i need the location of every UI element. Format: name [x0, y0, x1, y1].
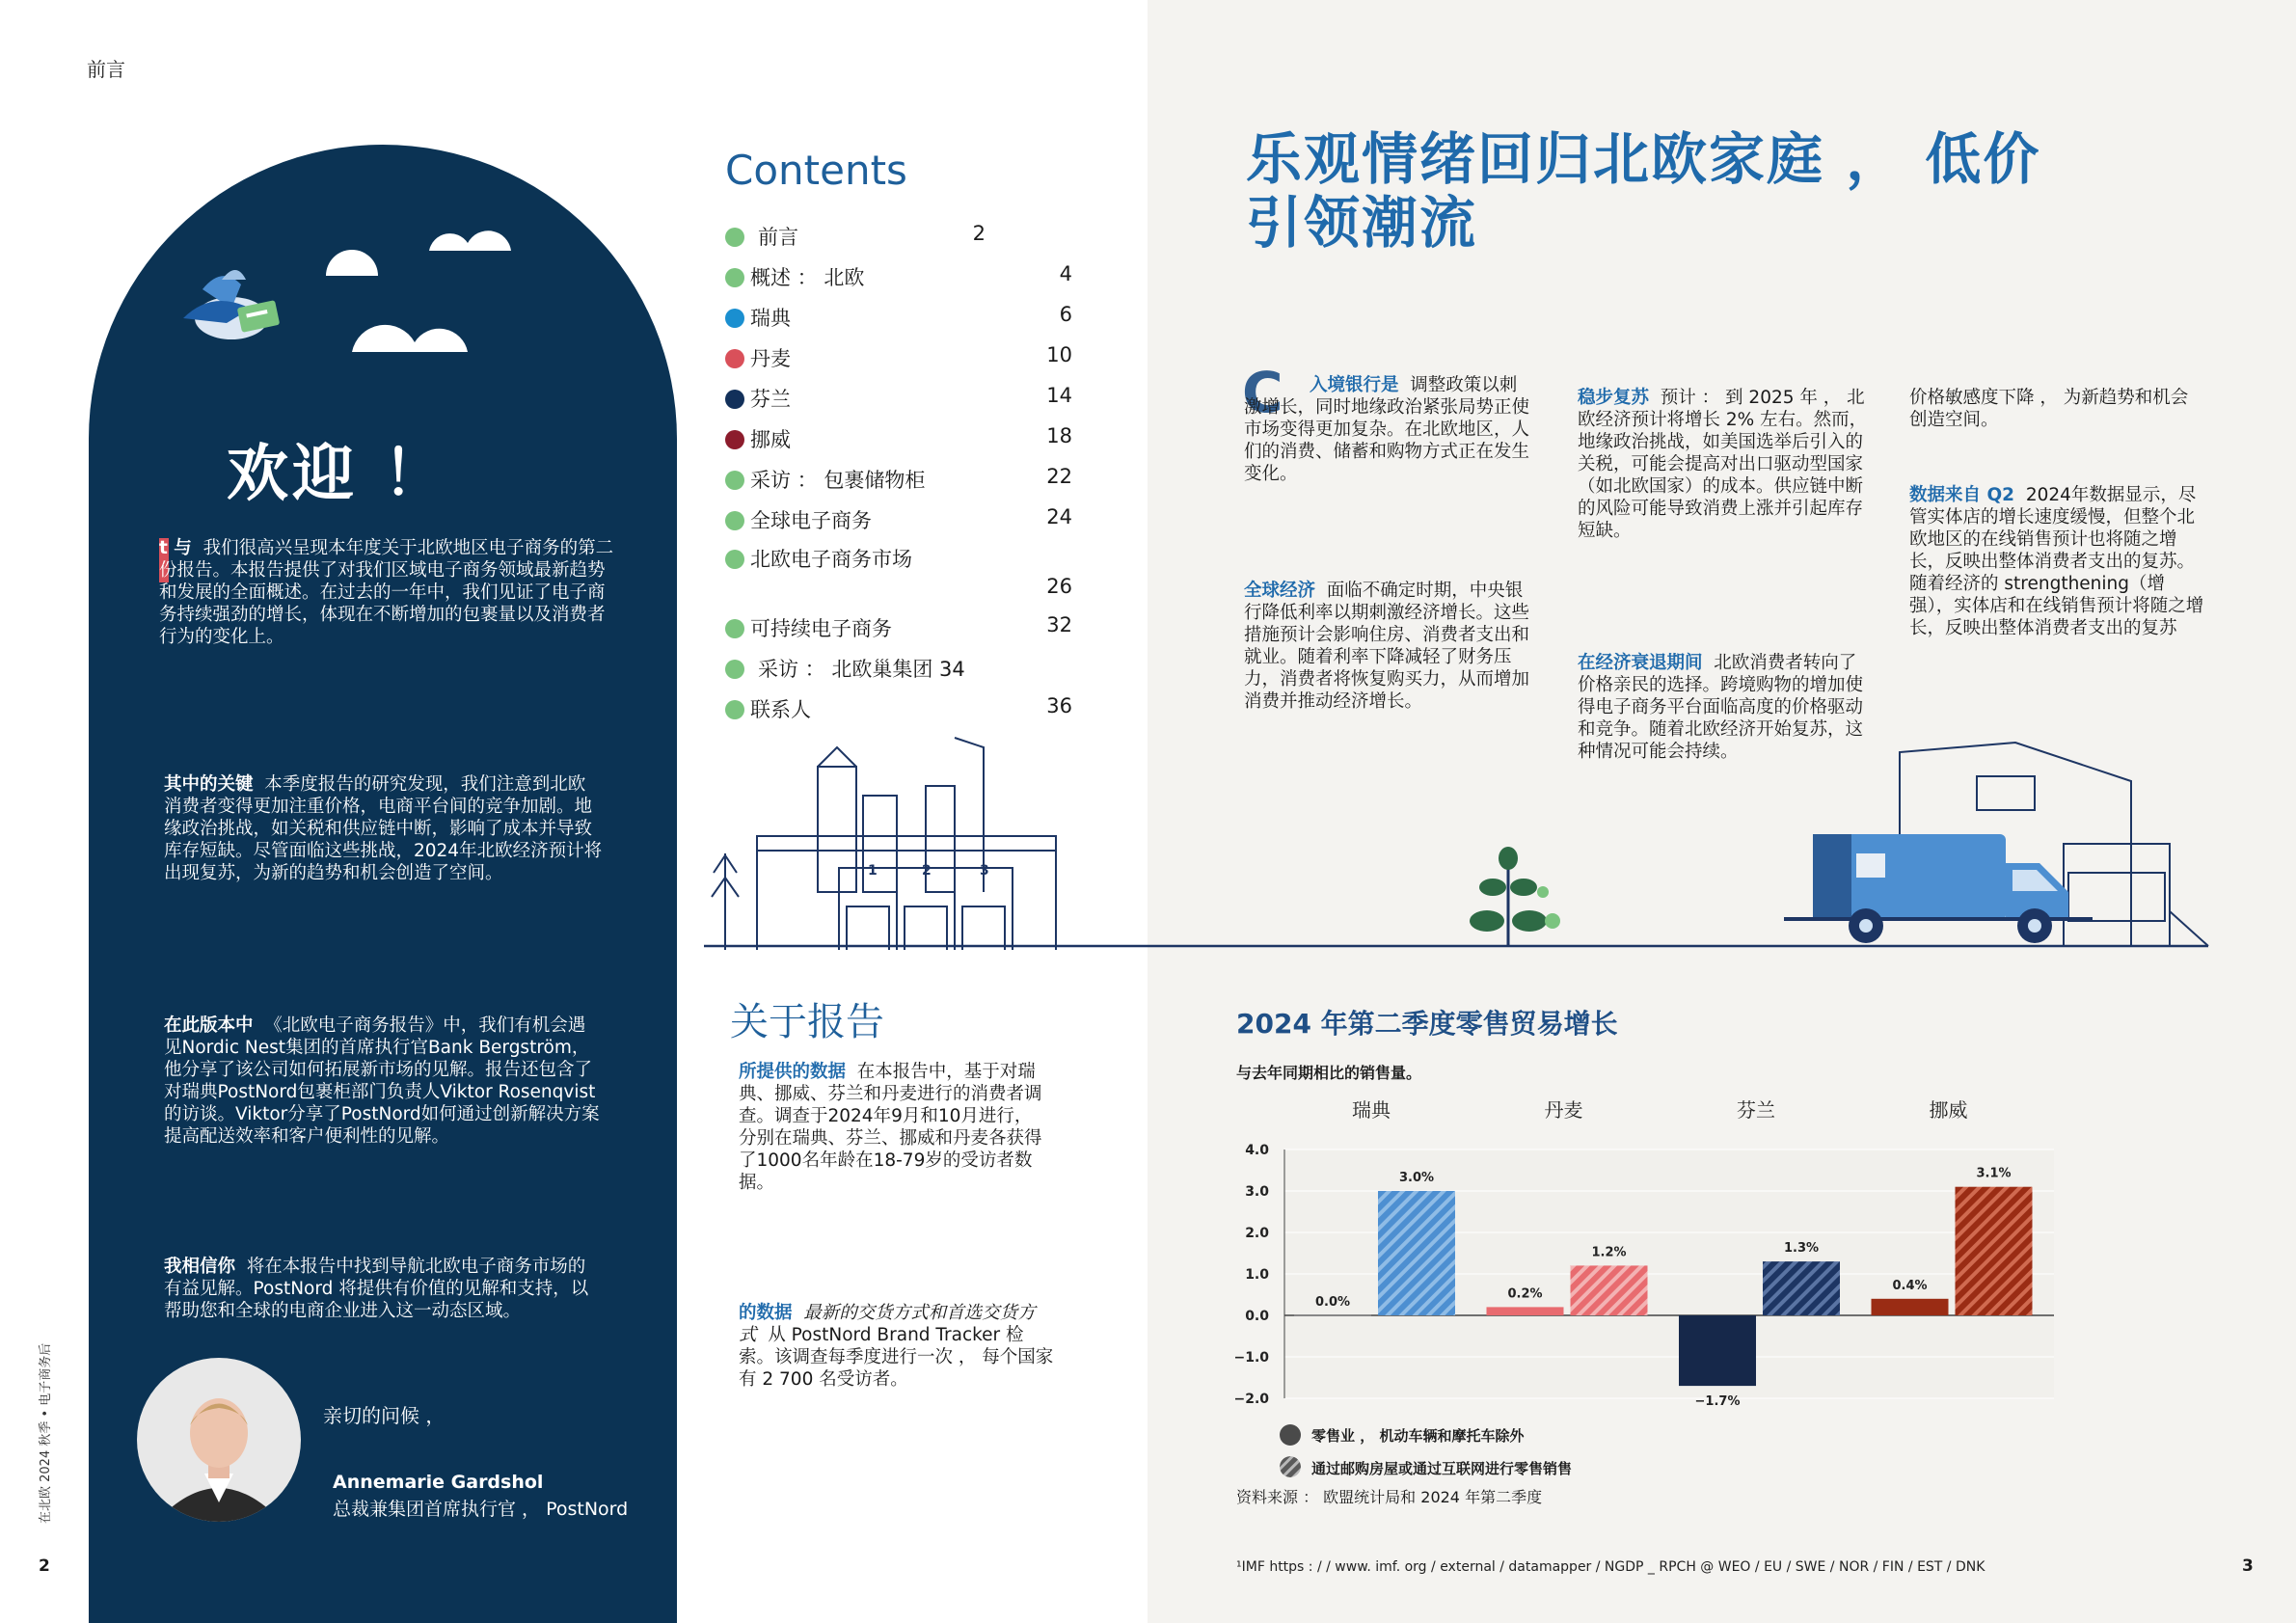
article-col3-p2: [1909, 484, 2208, 639]
locker-number: 3: [980, 863, 989, 879]
value-label: 0.4%: [1892, 1278, 1928, 1293]
delivery-truck-icon: [1784, 834, 2093, 943]
side-caption: 在北欧 2024 秋季 • 电子商务后: [39, 1342, 53, 1524]
toc-item[interactable]: [725, 262, 1072, 291]
intro-text: 我们很高兴呈现本年度关于北欧地区电子商务的第二份报告。本报告提供了对我们区域电子商务领域最新趋势和发展的全面概述。在过去的一年中，我们见证了电子商务持续强劲的增长，体现在不断增加的包裹量以及消费者行为的变化上。: [159, 538, 614, 647]
bar: [1378, 1191, 1455, 1315]
col3-strengthening: 随着经济的 strengthening（增强），: [1909, 574, 2166, 616]
side-caption-wrap: [35, 1331, 54, 1524]
toc-label: 概述 ： 北欧: [750, 266, 865, 289]
toc-item[interactable]: [725, 303, 1072, 332]
tree-icon: [712, 853, 739, 950]
intro-lead: t 与: [159, 538, 192, 558]
plant-icon: [1470, 847, 1560, 946]
toc-label: 芬兰: [750, 388, 791, 411]
bar: [1872, 1299, 1949, 1315]
toc-page: 26: [1046, 575, 1072, 598]
toc-item[interactable]: [725, 694, 1072, 723]
edition-lead: 在此版本中: [164, 1015, 254, 1036]
about-italic: 最新的交货方式和首选交货方式: [739, 1303, 1036, 1345]
believe-lead: 我相信你: [164, 1257, 236, 1277]
value-label: 0.0%: [1314, 1295, 1351, 1310]
category-label: 丹麦: [1544, 1098, 1583, 1122]
value-label: 1.3%: [1783, 1241, 1820, 1257]
col1-lead: 全球经济: [1244, 581, 1316, 601]
legend-label: 通过邮购房屋或通过互联网进行零售销售: [1311, 1460, 1573, 1477]
bar: [1571, 1265, 1648, 1315]
bar: [1763, 1261, 1840, 1315]
bar: [1679, 1315, 1756, 1386]
about-title: 关于报告: [730, 1000, 884, 1044]
toc-item[interactable]: [725, 505, 1072, 534]
toc-page: 32: [1046, 613, 1072, 636]
greeting: 亲切的问候 ，: [323, 1404, 446, 1427]
toc-page: 6: [1059, 303, 1072, 326]
y-tick-label: −2.0: [1233, 1392, 1269, 1407]
edition-paragraph: [164, 1014, 603, 1148]
about-lead: 的数据: [739, 1303, 793, 1323]
locker-number: 1: [868, 863, 878, 879]
toc-page: 10: [1046, 343, 1072, 366]
toc-page: 2: [972, 222, 986, 245]
toc-item[interactable]: [725, 424, 1072, 453]
legend-label: 零售业 ， 机动车辆和摩托车除外: [1311, 1427, 1525, 1445]
about-text: 从 PostNord Brand Tracker 检索。该调查每季度进行一次 ， 每个国家有 2 700 名受访者。: [739, 1325, 1054, 1390]
toc-dot-icon: [725, 268, 744, 287]
article-col3-p1: [1909, 387, 2199, 431]
about-text: 在本报告中，基于对瑞典、挪威、芬兰和丹麦进行的消费者调查。调查于2024年9月和10月进行，分别在瑞典、芬兰、挪威和丹麦各获得了1000名年龄在18-79岁的受访者数据。: [739, 1062, 1042, 1193]
toc-page: 18: [1046, 424, 1072, 447]
y-tick-label: −1.0: [1233, 1350, 1269, 1366]
chart-source: 资料来源 ： 欧盟统计局和 2024 年第二季度: [1236, 1488, 1543, 1506]
toc-dot-icon: [725, 430, 744, 449]
toc-dot-icon: [725, 550, 744, 569]
article-col1-p1: [1244, 374, 1533, 485]
about-lead: 所提供的数据: [739, 1062, 847, 1082]
headline: [1246, 127, 2040, 255]
value-label: −1.7%: [1694, 1394, 1741, 1410]
col2-text: 北欧消费者转向了价格亲民的选择。跨境购物的增加使得电子商务平台面临高度的价格驱动和竞争。随着北欧经济开始复苏，这种情况可能会持续。: [1578, 653, 1864, 762]
city-delivery-illustration: [704, 728, 2218, 950]
cloud-icon: [326, 250, 378, 276]
col3-text: 价格敏感度下降 ， 为新趋势和机会创造空间。: [1909, 388, 2189, 430]
col2-lead: 稳步复苏: [1578, 388, 1650, 408]
col2-text: 预计 ： 到 2025 年 ， 北欧经济预计将增长 2% 左右。然而，地缘政治挑战，如美国选举后引入的关税，可能会提高对出口驱动型国家（如北欧国家）的成本。供应链中断的风险可能导致消费上涨并引起库存短缺。: [1578, 388, 1868, 541]
key-paragraph: [164, 773, 603, 884]
toc-item[interactable]: [725, 654, 1072, 683]
toc-page: 14: [1046, 384, 1072, 407]
chart-subtitle: 与去年同期相比的销售量。: [1236, 1064, 1422, 1082]
toc-label: 采访 ： 北欧巢集团 34: [758, 658, 965, 681]
toc-item[interactable]: [725, 613, 1072, 642]
value-label: 3.1%: [1976, 1166, 2012, 1181]
value-label: 3.0%: [1398, 1171, 1435, 1185]
y-tick-label: 4.0: [1245, 1143, 1269, 1158]
toc-dot-icon: [725, 471, 744, 490]
col1-lead: 入境银行是: [1310, 375, 1399, 395]
legend-hatch-icon: [1280, 1456, 1301, 1477]
category-label: 芬兰: [1737, 1098, 1775, 1122]
y-tick-label: 1.0: [1245, 1267, 1269, 1283]
toc-label: 前言: [758, 226, 798, 249]
value-label: 1.2%: [1591, 1245, 1627, 1260]
toc-label: 瑞典: [750, 307, 791, 330]
key-text: 本季度报告的研究发现，我们注意到北欧消费者变得更加注重价格，电商平台间的竞争加剧。地缘政治挑战，如关税和供应链中断，影响了成本并导致库存短缺。尽管面临这些挑战，2024年北欧经济预计将出现复苏，为新的趋势和机会创造了空间。: [164, 774, 603, 883]
chart-title: 2024 年第二季度零售贸易增长: [1236, 1008, 1618, 1040]
toc-item[interactable]: [725, 222, 986, 251]
cloud-icon: [352, 325, 468, 352]
toc-label: 联系人: [750, 698, 811, 721]
cloud-icon: [429, 230, 511, 251]
welcome-title: 欢迎 ！: [227, 439, 449, 510]
key-lead: 其中的关键: [164, 774, 254, 795]
clouds-bird-illustration: [164, 212, 511, 376]
y-tick-label: 3.0: [1245, 1184, 1269, 1200]
article-col2-p2: [1578, 652, 1872, 763]
toc-dot-icon: [725, 309, 744, 328]
building-icon: [818, 767, 856, 892]
col1-text: 面临不确定时期，中央银行降低利率以期刺激经济增长。这些措施预计会影响住房、消费者支出和就业。随着利率下降减轻了财务压力，消费者将恢复购买力，从而增加消费并推动经济增长。: [1244, 581, 1530, 712]
locker-number: 2: [922, 863, 932, 879]
headline-line: 乐观情绪回归北欧家庭 ， 低价: [1246, 126, 2041, 192]
believe-paragraph: [164, 1256, 603, 1322]
col1-text: 调整政策以刺激增长，同时地缘政治紧张局势正使市场变得更加复杂。在北欧地区，人们的消费、储蓄和购物方式正在发生变化。: [1244, 375, 1530, 484]
bar: [1956, 1187, 2033, 1315]
toc-label: 丹麦: [750, 347, 791, 370]
y-tick-label: 0.0: [1245, 1309, 1269, 1324]
col2-lead: 在经济衰退期间: [1578, 653, 1703, 673]
toc-label: 采访 ： 包裹储物柜: [750, 469, 926, 492]
col3-text: 2024年数据显示，尽管实体店的增长速度缓慢，但整个北欧地区的在线销售预计也将随之增长，反映出整体消费者支出的复苏。: [1909, 485, 2197, 572]
toc-dot-icon: [725, 619, 744, 638]
toc-page: 36: [1046, 694, 1072, 717]
toc-item[interactable]: [725, 343, 1072, 372]
toc-label: 北欧电子商务市场: [750, 548, 912, 571]
toc-dot-icon: [725, 700, 744, 719]
signer-title: 总裁兼集团首席执行官 ， PostNord: [333, 1499, 629, 1520]
believe-text: 将在本报告中找到导航北欧电子商务市场的有益见解。PostNord 将提供有价值的见解和支持，以帮助您和全球的电商企业进入这一动态区域。: [164, 1257, 589, 1321]
toc-dot-icon: [725, 228, 744, 247]
toc-item[interactable]: [725, 546, 1072, 604]
toc-label: 挪威: [750, 428, 791, 451]
page-number-left: 2: [39, 1556, 50, 1576]
retail-growth-bar-chart: [1225, 1080, 2083, 1485]
article-col1-p2: [1244, 580, 1533, 713]
bar: [1294, 1314, 1371, 1316]
toc-item[interactable]: [725, 465, 1072, 494]
toc-dot-icon: [725, 349, 744, 368]
page-number-right: 3: [2242, 1556, 2254, 1576]
section-label: 前言: [87, 58, 125, 81]
bar: [1487, 1307, 1564, 1315]
ceo-portrait-avatar: [137, 1358, 301, 1522]
bird-icon: [183, 270, 280, 339]
toc-dot-icon: [725, 660, 744, 679]
category-label: 挪威: [1929, 1098, 1968, 1122]
toc-label: 全球电子商务: [750, 509, 872, 532]
toc-label: 可持续电子商务: [750, 617, 892, 640]
toc-page: 24: [1046, 505, 1072, 528]
toc-page: 4: [1059, 262, 1072, 285]
y-tick-label: 2.0: [1245, 1226, 1269, 1241]
category-label: 瑞典: [1352, 1098, 1391, 1122]
drop-cap: C: [1242, 360, 1283, 425]
legend-dot-icon: [1280, 1424, 1301, 1446]
toc-dot-icon: [725, 390, 744, 409]
toc-item[interactable]: [725, 384, 1072, 413]
value-label: 0.2%: [1507, 1286, 1543, 1302]
edition-text: 《北欧电子商务报告》中，我们有机会遇见Nordic Nest集团的首席执行官Bank Bergström，他分享了该公司如何拓展新市场的见解。报告还包含了对瑞典PostNord包裹柜部门负责人Viktor Rosenqvist的访谈。Viktor分享了PostNord如何通过创新解决方案提高配送效率和客户便利性的见解。: [164, 1015, 600, 1147]
intro-paragraph: [159, 537, 622, 648]
about-block-2: [739, 1302, 1057, 1391]
footnote: ¹IMF https : / / www. imf. org / external / datamapper / NGDP _ RPCH @ WEO / EU / SWE / NOR / FIN / EST / DNK: [1236, 1559, 1985, 1575]
article-col2-p1: [1578, 387, 1872, 542]
signer-name: Annemarie Gardshol: [333, 1472, 544, 1493]
contents-title: Contents: [725, 147, 907, 194]
about-block-1: [739, 1061, 1047, 1194]
toc-page: 22: [1046, 465, 1072, 488]
toc-dot-icon: [725, 511, 744, 530]
col3-inline: 实体店和在线销售预计将随之增长，反映出整体消费者支出的复苏: [1909, 596, 2204, 638]
building-icon: [818, 747, 856, 767]
col3-lead: 数据来自 Q2: [1909, 485, 2015, 505]
headline-line: 引领潮流: [1246, 190, 1478, 256]
